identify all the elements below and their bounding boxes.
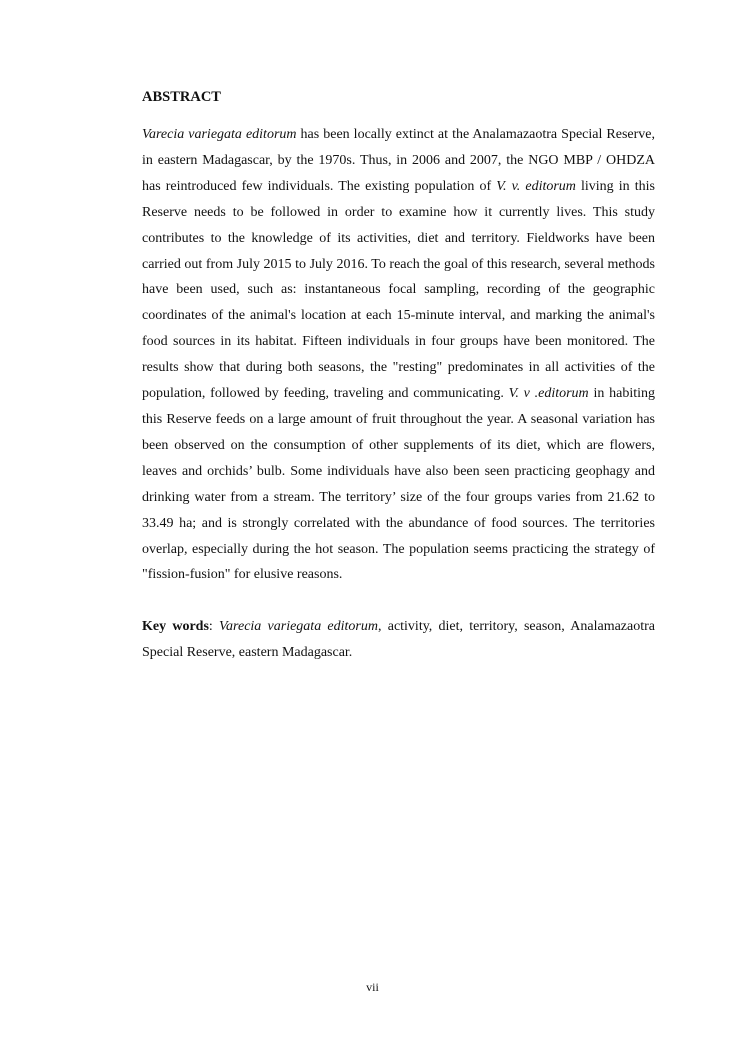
abstract-text-2: living in this Reserve needs to be followed in order to examine how it currently lives. This study contributes to the knowledge of its activities, diet and territory. Fieldworks have been carried out from July 2015 to July 2016. To reach the goal of this research, several methods have been used, such as: instantaneous focal sampling, recording of the geographic coordinates of the animal's location at each 15-minute interval, and marking the animal's food sources in its habitat. Fifteen individuals in four groups have been monitored. The results show that during both seasons, the "resting" predominates in all activities of the population, followed by feeding, traveling and communicating. [142, 178, 655, 402]
keywords-species: Varecia variegata editorum [219, 619, 378, 635]
keywords-colon: : [208, 619, 220, 635]
abstract-paragraph [142, 122, 655, 588]
abstract-text-3: in habiting this Reserve feeds on a large amount of fruit throughout the year. A seasonal variation has been observed on the consumption of other supplements of its diet, which are flowers, leaves and orchids’ bulb. Some individuals have also been seen practicing geophagy and drinking water from a stream. The territory’ size of the four groups varies from 21.62 to 33.49 ha; and is strongly correlated with the abundance of food sources. The territories overlap, especially during the hot season. The population seems practicing the strategy of "fission-fusion" for elusive reasons. [142, 386, 655, 583]
document-page [142, 86, 655, 666]
keywords-paragraph [142, 614, 655, 666]
keywords-list: , activity, diet, territory, season, Analamazaotra Special Reserve, eastern Madagascar. [142, 619, 655, 661]
page-number: vii [366, 980, 379, 994]
species-abbrev-1: V. v. editorum [496, 178, 576, 194]
species-name: Varecia variegata editorum [142, 127, 297, 142]
species-abbrev-2: V. v .editorum [508, 386, 589, 402]
abstract-text-1: has been locally extinct at the Analamazaotra Special Reserve, in eastern Madagascar, by the 1970s. Thus, in 2006 and 2007, the NGO MBP / OHDZA has reintroduced few individuals. The existing population of [142, 127, 655, 194]
abstract-heading: ABSTRACT [142, 89, 221, 105]
keywords-label: Key words [142, 619, 209, 635]
